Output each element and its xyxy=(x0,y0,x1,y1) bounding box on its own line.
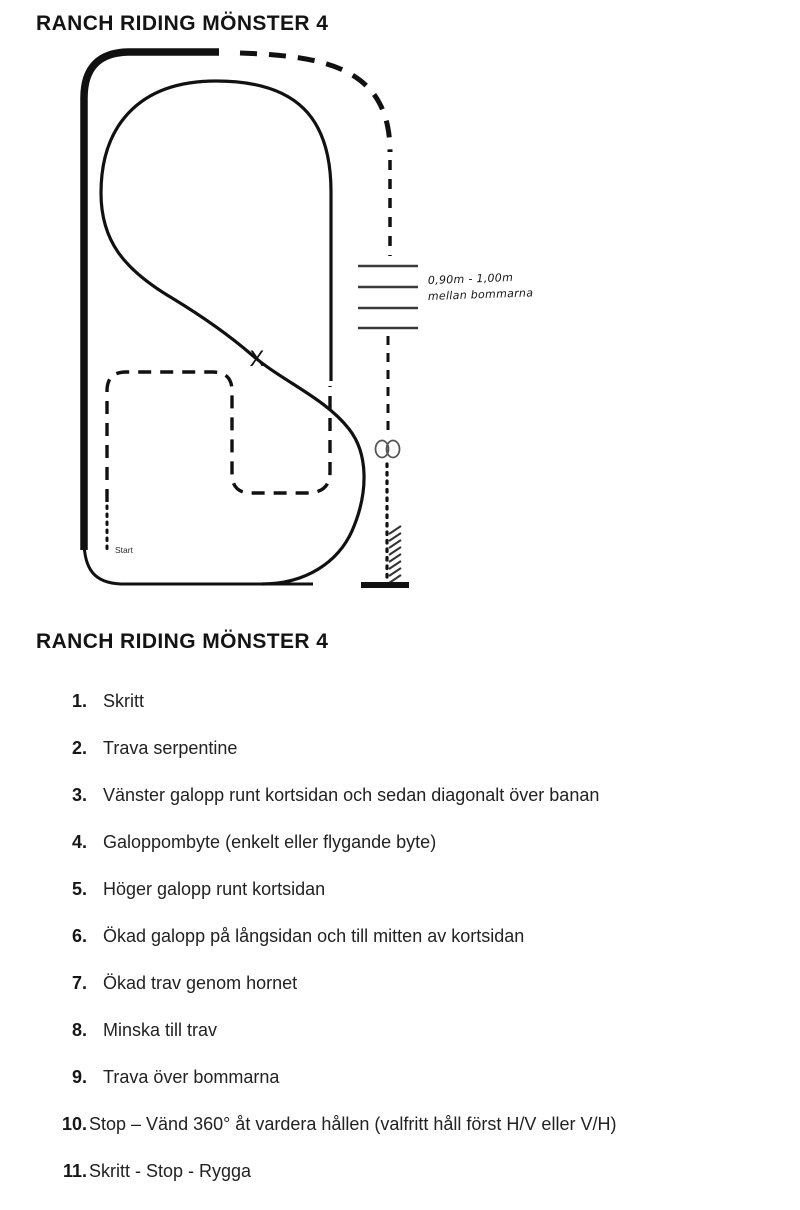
list-heading: RANCH RIDING MÖNSTER 4 xyxy=(36,630,329,653)
step-row xyxy=(38,926,766,952)
step-number: 9. xyxy=(71,1067,87,1087)
turn-360-icon xyxy=(376,441,400,458)
step-row xyxy=(38,973,766,999)
serpentine-dashed-path xyxy=(107,372,330,502)
poles-spacing-label: 0,90m - 1,00m xyxy=(427,271,514,287)
step-number: 7. xyxy=(71,973,87,993)
step-text: Stop – Vänd 360° åt vardera hållen (valfritt håll först H/V eller V/H) xyxy=(89,1114,617,1134)
step-row xyxy=(38,785,766,811)
step-row xyxy=(38,738,766,764)
step-number: 2. xyxy=(71,738,87,758)
step-row xyxy=(38,691,766,717)
start-label: Start xyxy=(115,545,133,555)
step-row xyxy=(38,1067,766,1093)
step-text: Trava över bommarna xyxy=(103,1067,280,1087)
step-row xyxy=(38,1114,766,1140)
step-number: 6. xyxy=(71,926,87,946)
step-text: Galoppombyte (enkelt eller flygande byte) xyxy=(103,832,437,852)
trot-poles xyxy=(358,266,418,328)
step-number: 4. xyxy=(71,832,87,852)
backup-hatch-marks xyxy=(389,526,401,583)
center-x-marker: X xyxy=(249,346,265,371)
step-number: 5. xyxy=(71,879,87,899)
step-text: Minska till trav xyxy=(103,1020,218,1040)
step-text: Trava serpentine xyxy=(103,738,238,758)
step-text: Ökad trav genom hornet xyxy=(103,973,298,993)
arena-wall-line xyxy=(84,52,219,550)
page-title: RANCH RIDING MÖNSTER 4 xyxy=(36,12,329,35)
step-text: Ökad galopp på långsidan och till mitten av kortsidan xyxy=(103,926,525,946)
step-number: 11. xyxy=(62,1161,87,1181)
dashed-top-curve-path xyxy=(240,53,390,152)
step-text: Skritt - Stop - Rygga xyxy=(89,1161,252,1181)
step-number: 1. xyxy=(71,691,87,711)
step-number: 3. xyxy=(71,785,87,805)
step-row xyxy=(38,832,766,858)
step-text: Skritt xyxy=(103,691,145,711)
step-row xyxy=(38,1020,766,1046)
step-text: Höger galopp runt kortsidan xyxy=(103,879,326,899)
poles-spacing-label-2: mellan bommarna xyxy=(427,286,534,303)
step-number: 8. xyxy=(71,1020,87,1040)
canter-loop-path xyxy=(101,81,364,584)
step-text: Vänster galopp runt kortsidan och sedan diagonalt över banan xyxy=(103,785,600,805)
step-number: 10. xyxy=(61,1114,87,1134)
step-row xyxy=(38,1161,766,1187)
pattern-steps-list xyxy=(38,691,766,1208)
step-row xyxy=(38,879,766,905)
